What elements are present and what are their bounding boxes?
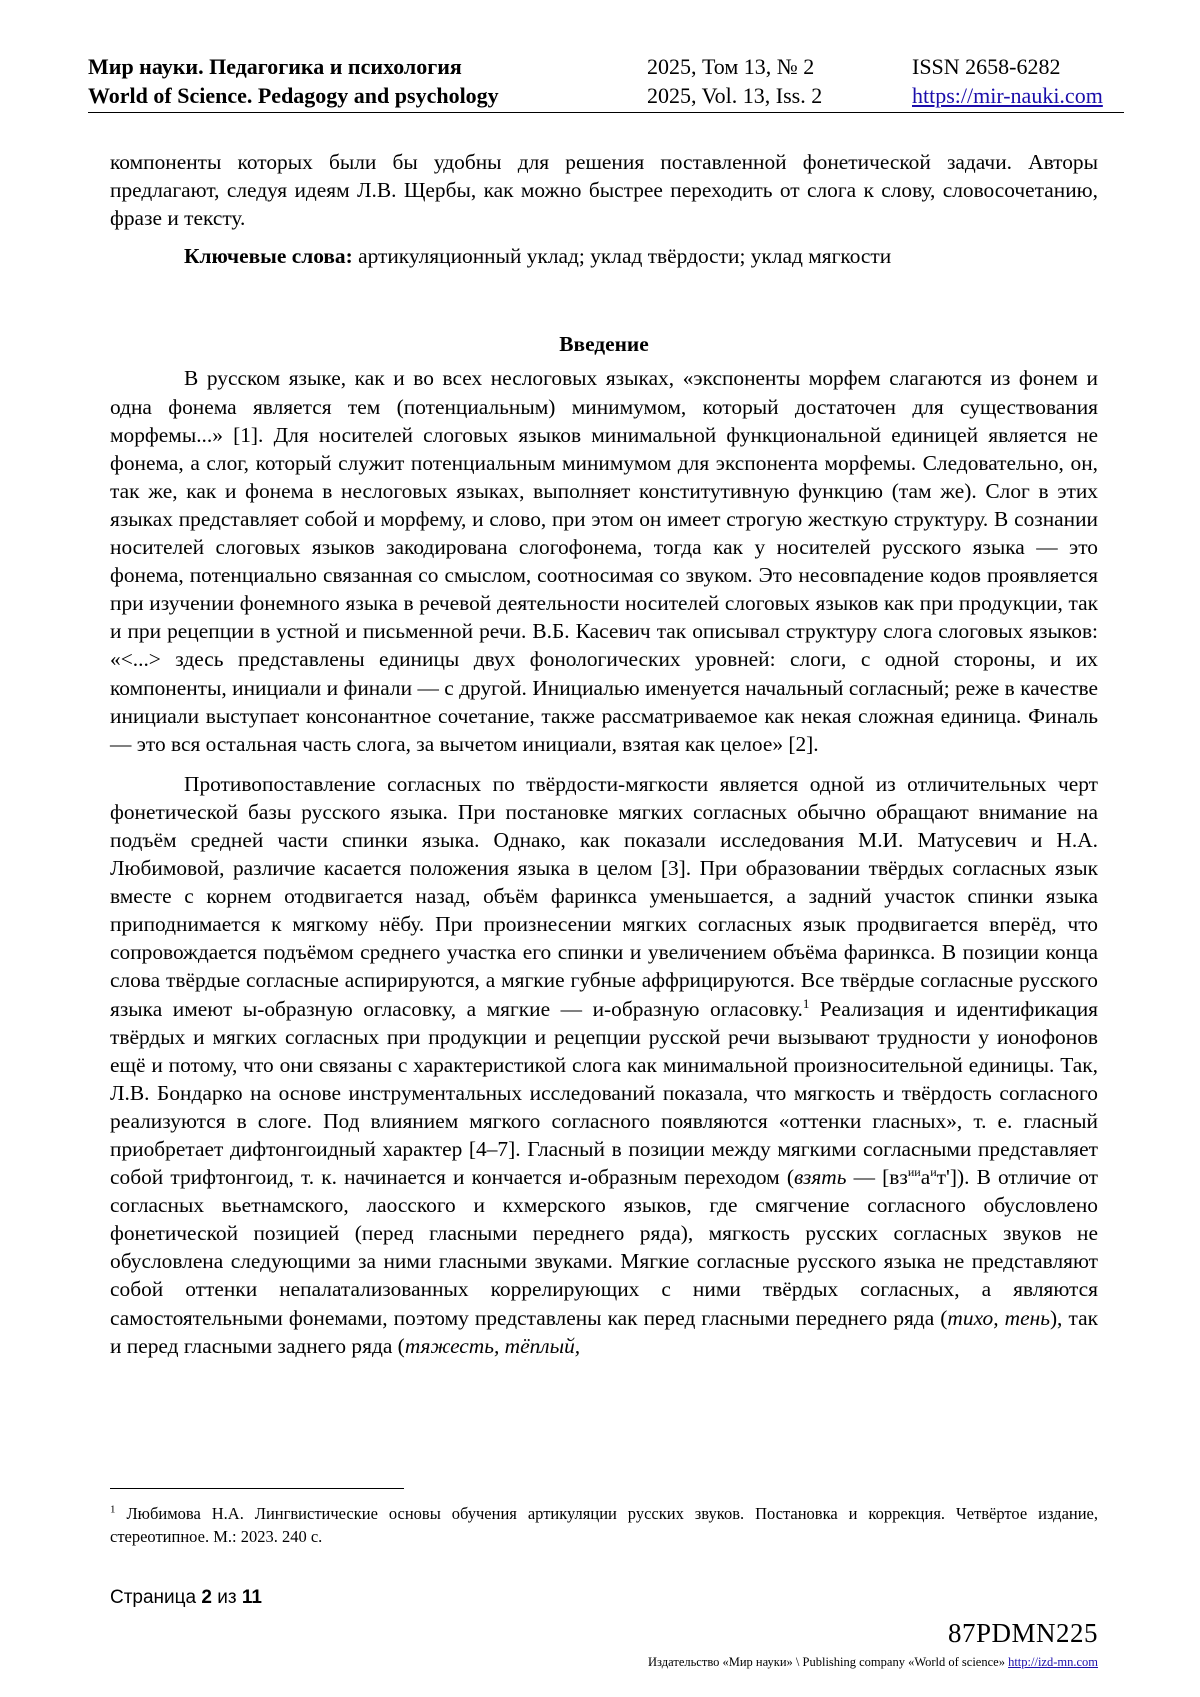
journal-site-link[interactable]: https://mir-nauki.com — [912, 83, 1103, 108]
page-total: 11 — [241, 1587, 262, 1608]
journal-title — [88, 52, 499, 110]
example-word: взять — [793, 1165, 847, 1190]
issue-info — [647, 52, 822, 110]
example-back: тяжесть, тёплый, — [404, 1333, 581, 1358]
paragraph-intro: В русском языке, как и во всех неслоговых языках, «экспоненты морфем слагаются из фонем и одна фонема является тем (потенциальным) минимумом, который достаточен для существования морфемы...» [1]. Для носителей слоговых языков минимальной функциональной единицей является не фонема, а слог, который служит потенциальным минимумом для экспонента морфемы. Следовательно, он, так же, как и фонема в неслоговых языках, выполняет конститутивную функцию (там же). Слог в этих языках представляет собой и морфему, и слово, при этом он имеет строгую жесткую структуру. В сознании носителей слоговых языков закодирована слогофонема, тогда как у носителей русского языка — это фонема, потенциально связанная со смыслом, соотносимая со звуком. Это несовпадение кодов проявляется при изучении фонемного языка в речевой деятельности носителей слоговых языков как при продукции, так и при рецепции в устной и письменной речи. В.Б. Касевич так описывал структуру слога слоговых языков: «<...> здесь представлены единицы двух фонологических уровней: слоги, с одной стороны, и их компоненты, инициали и финали — с другой. Инициалью именуется начальный согласный; реже в качестве инициали выступает консонантное сочетание, также рассматриваемое как некая сложная единица. Финаль — это вся остальная часть слога, за вычетом инициали, взятая как целое» [2]. — [110, 366, 1098, 756]
footnote-mark: 1 — [110, 1503, 116, 1516]
footnote-rule — [110, 1488, 404, 1489]
abstract-tail: компоненты которых были бы удобны для решения поставленной фонетической задачи. Авторы предлагают, следуя идеям Л.В. Щербы, как можно быстрее переходить от слога к слову, словосочетанию, фразе и тексту. — [110, 150, 1098, 231]
keywords-label: Ключевые слова: — [184, 244, 353, 269]
publisher-line: Издательство «Мир науки» \ Publishing company «World of science» http://izd-mn.com — [648, 1655, 1098, 1669]
keywords — [110, 242, 1098, 270]
example-front: тихо, тень — [947, 1305, 1050, 1330]
issue-en: 2025, Vol. 13, Iss. 2 — [647, 83, 823, 108]
article-body — [110, 148, 1098, 1360]
footnote — [110, 1502, 1098, 1548]
journal-title-ru: Мир науки. Педагогика и психология — [88, 54, 462, 79]
footnote-text: Любимова Н.А. Лингвистические основы обучения артикуляции русских звуков. Постановка и коррекция. Четвёртое издание, стереотипное. М.: 2023. 240 с. — [110, 1504, 1098, 1546]
journal-title-en: World of Science. Pedagogy and psychology — [88, 83, 499, 108]
issn-block — [912, 52, 1103, 110]
issn: ISSN 2658-6282 — [912, 54, 1061, 79]
footnote-ref[interactable]: 1 — [802, 995, 810, 1011]
issue-ru: 2025, Том 13, № 2 — [647, 54, 815, 79]
paragraph-softness: Противопоставление согласных по твёрдости-мягкости является одной из отличительных черт фонетической базы русского языка. При постановке мягких согласных обычно обращают внимание на подъём средней части спинки языка. Однако, как показали исследования М.И. Матусевич и Н.А. Любимовой, различие касается положения языка в целом [3]. При образовании твёрдых согласных язык вместе с корнем отодвигается назад, объём фаринкса уменьшается, а задний участок спинки языка приподнимается к мягкому нёбу. При произнесении мягких согласных язык продвигается вперёд, что сопровождается подъёмом среднего участка его спинки и увеличением объёма фаринкса. В позиции конца слова твёрдые согласные аспирируются, а мягкие губные аффрицируются. Все твёрдые согласные русского языка имеют ы-образную огласовку, а мягкие — и-образную огласовку.$^1$ Реализация и идентификация твёрдых и мягких согласных при продукции и рецепции русской речи вызывают трудности у ионофонов ещё и потому, что они связаны с характеристикой слога как минимальной произносительной единицы. Так, Л.В. Бондарко на основе инструментальных исследований показала, что мягкость и твёрдость согласного реализуются в слоге. Под влиянием мягкого согласного появляются «оттенки гласных», т. е. гласный приобретает дифтонгоидный характер [4–7]. Гласный в позиции между мягкими согласными представляет собой трифтонгоид, т. к. начинается и кончается и-образным переходом (взять — $[вз^{ии}а^ит']$). В отличие от согласных вьетнамского, лаосского и кхмерского языков, где смягчение согласного обусловлено фонетической позицией (перед гласными переднего ряда), мягкость русских согласных звуков не обусловлена следующими за ними гласными звуками. Мягкие согласные русского языка не представляют собой оттенки непалатализованных коррелирующих с ними твёрдых согласных, а являются самостоятельными фонемами, поэтому представлены как перед гласными переднего ряда (тихо, тень), так и перед гласными заднего ряда (тяжесть, тёплый, — [110, 771, 1098, 1358]
page-current: 2 — [201, 1587, 212, 1608]
keywords-text: артикуляционный уклад; уклад твёрдости; уклад мягкости — [352, 244, 892, 269]
article-code: 87PDMN225 — [947, 1618, 1098, 1648]
publisher-link[interactable]: http://izd-mn.com — [1008, 1655, 1098, 1669]
section-heading: Введение — [559, 332, 649, 357]
page-counter: Страница 2 из 11 — [110, 1587, 262, 1608]
running-header — [88, 52, 1124, 113]
